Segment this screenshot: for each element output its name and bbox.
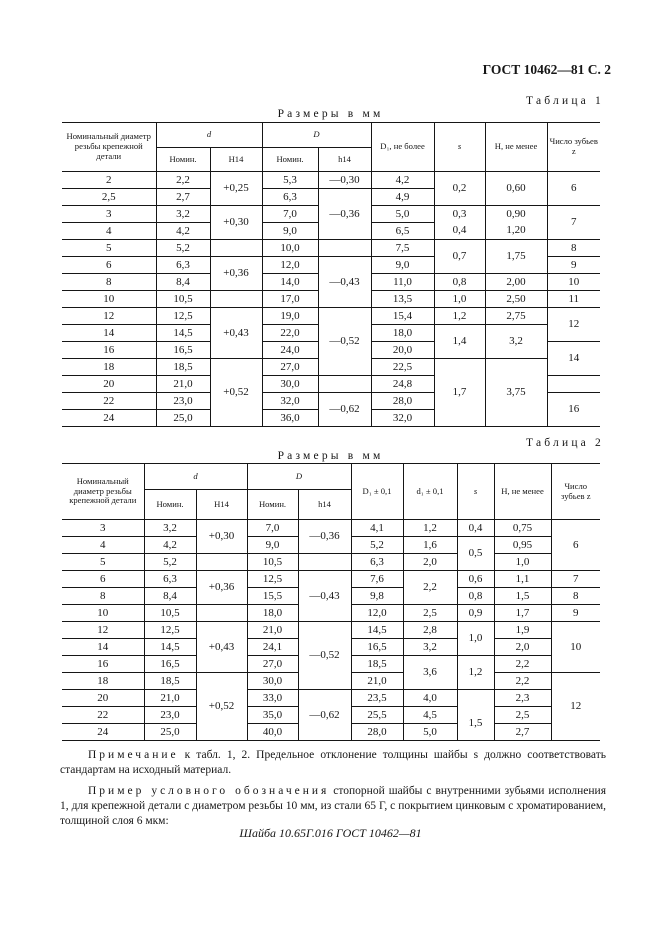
t2-s: 0,4 bbox=[457, 520, 494, 537]
table1 bbox=[62, 122, 600, 427]
t2-head-H: H, не менее bbox=[494, 464, 551, 520]
t1-D-nom: 12,0 bbox=[262, 257, 318, 274]
t1-head-d: d bbox=[156, 123, 262, 148]
t1-head-D-nom: Номин. bbox=[262, 148, 318, 172]
t2-d1: 4,0 bbox=[403, 690, 457, 707]
t1-z: 7 bbox=[547, 206, 600, 240]
t2-s: 1,0 bbox=[457, 622, 494, 656]
t1-H: 1,75 bbox=[485, 240, 547, 274]
t2-nominal: 12 bbox=[62, 622, 144, 639]
t2-head-z: Число зубьев z bbox=[551, 464, 600, 520]
t1-head-D: D bbox=[262, 123, 371, 148]
t2-nominal: 10 bbox=[62, 605, 144, 622]
t1-D1: 18,0 bbox=[371, 325, 434, 342]
t2-z: 7 bbox=[551, 571, 600, 588]
t2-d-tol: +0,36 bbox=[196, 571, 247, 605]
t2-d-tol: +0,52 bbox=[196, 673, 247, 741]
example-text: стопорной шайбы с внутренними зубьями исполнения 1, для крепежной детали с диаметром резьбы 10 мм, из стали 65 Г, с покрытием цинковым с хроматированием, толщиной слоя 6 мкм: bbox=[60, 785, 606, 827]
t2-d1: 2,2 bbox=[403, 571, 457, 605]
t2-H: 2,2 bbox=[494, 656, 551, 673]
t2-nominal: 3 bbox=[62, 520, 144, 537]
t1-D1: 11,0 bbox=[371, 274, 434, 291]
t2-D-nom: 10,5 bbox=[247, 554, 298, 571]
t2-d-nom: 5,2 bbox=[144, 554, 196, 571]
t2-H: 1,0 bbox=[494, 554, 551, 571]
t2-H: 1,9 bbox=[494, 622, 551, 639]
t2-d-tol-blank bbox=[196, 605, 247, 622]
t1-D1: 32,0 bbox=[371, 410, 434, 427]
t1-D1: 28,0 bbox=[371, 393, 434, 410]
t1-D-tol-blank bbox=[318, 376, 371, 393]
t2-D1: 28,0 bbox=[351, 724, 403, 741]
t2-s: 0,6 bbox=[457, 571, 494, 588]
t2-d-nom: 23,0 bbox=[144, 707, 196, 724]
t1-H: 1,20 bbox=[485, 223, 547, 240]
t1-D-tol-blank bbox=[318, 240, 371, 257]
t2-nominal: 4 bbox=[62, 537, 144, 554]
t2-d-nom: 16,5 bbox=[144, 656, 196, 673]
t2-head-s: s bbox=[457, 464, 494, 520]
t2-s: 0,9 bbox=[457, 605, 494, 622]
t1-D1: 20,0 bbox=[371, 342, 434, 359]
t2-d-nom: 10,5 bbox=[144, 605, 196, 622]
t1-d-nom: 5,2 bbox=[156, 240, 210, 257]
t1-d-tol: +0,43 bbox=[210, 308, 262, 359]
t1-D1: 5,0 bbox=[371, 206, 434, 223]
t2-s: 1,5 bbox=[457, 707, 494, 741]
t1-D-nom: 14,0 bbox=[262, 274, 318, 291]
t1-nominal: 18 bbox=[62, 359, 156, 376]
page-header: ГОСТ 10462—81 С. 2 bbox=[482, 62, 611, 77]
t2-D-nom: 35,0 bbox=[247, 707, 298, 724]
t2-d1: 3,2 bbox=[403, 639, 457, 656]
t1-d-tol: +0,36 bbox=[210, 257, 262, 291]
t2-D-nom: 27,0 bbox=[247, 656, 298, 673]
t2-nominal: 5 bbox=[62, 554, 144, 571]
t2-d-nom: 4,2 bbox=[144, 537, 196, 554]
t1-D-nom: 6,3 bbox=[262, 189, 318, 206]
table1-caption: Таблица 1 bbox=[526, 95, 604, 107]
t1-z: 8 bbox=[547, 240, 600, 257]
t1-nominal: 6 bbox=[62, 257, 156, 274]
t2-nominal: 22 bbox=[62, 707, 144, 724]
t2-d1: 5,0 bbox=[403, 724, 457, 741]
t2-z: 10 bbox=[551, 622, 600, 673]
t1-H: 2,00 bbox=[485, 274, 547, 291]
t1-d-tol: +0,52 bbox=[210, 359, 262, 427]
t1-D-nom: 5,3 bbox=[262, 172, 318, 189]
t2-head-d: d bbox=[144, 464, 247, 490]
t1-H: 3,2 bbox=[485, 325, 547, 359]
t1-s: 1,4 bbox=[434, 325, 485, 359]
t2-z: 9 bbox=[551, 605, 600, 622]
t1-D-nom: 22,0 bbox=[262, 325, 318, 342]
t2-s: 0,5 bbox=[457, 537, 494, 571]
t1-nominal: 5 bbox=[62, 240, 156, 257]
t2-D1: 16,5 bbox=[351, 639, 403, 656]
t1-s: 0,3 bbox=[434, 206, 485, 223]
t2-D-tol-blank bbox=[298, 554, 351, 571]
t2-D1: 12,0 bbox=[351, 605, 403, 622]
table2-units: Размеры в мм bbox=[277, 450, 384, 462]
t1-D-nom: 24,0 bbox=[262, 342, 318, 359]
t2-d1: 1,6 bbox=[403, 537, 457, 554]
t1-head-D1: D₁, не более bbox=[371, 123, 434, 172]
t2-D-nom: 15,5 bbox=[247, 588, 298, 605]
t2-d-nom: 8,4 bbox=[144, 588, 196, 605]
t1-d-tol: +0,25 bbox=[210, 172, 262, 206]
t2-d-nom: 14,5 bbox=[144, 639, 196, 656]
t2-D1: 18,5 bbox=[351, 656, 403, 673]
t2-D-nom: 40,0 bbox=[247, 724, 298, 741]
t1-head-nominal: Номинальный диаметр резьбы крепежной детали bbox=[62, 123, 156, 172]
t1-d-tol-blank bbox=[210, 291, 262, 308]
table2 bbox=[62, 463, 600, 741]
t1-z: 6 bbox=[547, 172, 600, 206]
t1-d-nom: 6,3 bbox=[156, 257, 210, 274]
t1-D1: 9,0 bbox=[371, 257, 434, 274]
t1-s: 0,2 bbox=[434, 172, 485, 206]
t2-H: 2,0 bbox=[494, 639, 551, 656]
t1-z: 10 bbox=[547, 274, 600, 291]
t1-d-nom: 23,0 bbox=[156, 393, 210, 410]
t1-d-nom: 10,5 bbox=[156, 291, 210, 308]
t1-d-nom: 4,2 bbox=[156, 223, 210, 240]
t1-nominal: 2,5 bbox=[62, 189, 156, 206]
t2-D-nom: 18,0 bbox=[247, 605, 298, 622]
t1-D-tol: —0,62 bbox=[318, 393, 371, 427]
t1-d-tol-blank bbox=[210, 240, 262, 257]
t1-D-nom: 19,0 bbox=[262, 308, 318, 325]
table-note bbox=[60, 748, 606, 778]
t2-nominal: 14 bbox=[62, 639, 144, 656]
t2-z: 8 bbox=[551, 588, 600, 605]
t1-D-tol: —0,36 bbox=[318, 189, 371, 240]
t2-H: 0,95 bbox=[494, 537, 551, 554]
note-label: Примечание bbox=[88, 749, 179, 761]
t1-z: 9 bbox=[547, 257, 600, 274]
t1-D-nom: 27,0 bbox=[262, 359, 318, 376]
t2-d-nom: 18,5 bbox=[144, 673, 196, 690]
t2-d1: 1,2 bbox=[403, 520, 457, 537]
t1-D1: 13,5 bbox=[371, 291, 434, 308]
t2-head-D-tol: h14 bbox=[298, 490, 351, 520]
t2-z: 6 bbox=[551, 520, 600, 571]
t2-H: 2,5 bbox=[494, 707, 551, 724]
t1-D-tol: —0,30 bbox=[318, 172, 371, 189]
t1-D1: 15,4 bbox=[371, 308, 434, 325]
t2-D-tol: —0,62 bbox=[298, 690, 351, 741]
t1-nominal: 16 bbox=[62, 342, 156, 359]
t1-d-nom: 3,2 bbox=[156, 206, 210, 223]
t2-d1: 4,5 bbox=[403, 707, 457, 724]
t2-D-tol: —0,36 bbox=[298, 520, 351, 554]
t1-D-nom: 7,0 bbox=[262, 206, 318, 223]
t1-z: 14 bbox=[547, 342, 600, 376]
t1-d-nom: 2,2 bbox=[156, 172, 210, 189]
t1-nominal: 12 bbox=[62, 308, 156, 325]
t2-D1: 4,1 bbox=[351, 520, 403, 537]
t1-d-nom: 18,5 bbox=[156, 359, 210, 376]
t1-D1: 4,2 bbox=[371, 172, 434, 189]
t2-D1: 7,6 bbox=[351, 571, 403, 588]
t1-z: 12 bbox=[547, 308, 600, 342]
t1-D-nom: 32,0 bbox=[262, 393, 318, 410]
t1-D-tol: —0,52 bbox=[318, 308, 371, 376]
t1-D1: 7,5 bbox=[371, 240, 434, 257]
t1-nominal: 20 bbox=[62, 376, 156, 393]
t1-s: 0,7 bbox=[434, 240, 485, 274]
note-text: к табл. 1, 2. Предельное отклонение толщины шайбы s должно соответствовать стандартам на исходный материал. bbox=[60, 749, 606, 776]
example-label: Пример условного обозначения bbox=[88, 785, 330, 797]
t2-head-d-tol: H14 bbox=[196, 490, 247, 520]
designation-formula: Шайба 10.65Г.016 ГОСТ 10462—81 bbox=[239, 826, 422, 840]
t2-D-nom: 21,0 bbox=[247, 622, 298, 639]
t1-nominal: 4 bbox=[62, 223, 156, 240]
t1-D1: 4,9 bbox=[371, 189, 434, 206]
t1-d-tol: +0,30 bbox=[210, 206, 262, 240]
t2-d-tol: +0,30 bbox=[196, 520, 247, 554]
t2-d1: 2,8 bbox=[403, 622, 457, 639]
t1-H: 2,75 bbox=[485, 308, 547, 325]
t2-head-d-nom: Номин. bbox=[144, 490, 196, 520]
t1-nominal: 2 bbox=[62, 172, 156, 189]
t1-D1: 24,8 bbox=[371, 376, 434, 393]
t2-D-nom: 30,0 bbox=[247, 673, 298, 690]
t2-d-nom: 3,2 bbox=[144, 520, 196, 537]
t1-H: 3,75 bbox=[485, 359, 547, 427]
t1-s: 0,8 bbox=[434, 274, 485, 291]
t1-nominal: 3 bbox=[62, 206, 156, 223]
t2-H: 1,1 bbox=[494, 571, 551, 588]
t1-nominal: 24 bbox=[62, 410, 156, 427]
t2-H: 0,75 bbox=[494, 520, 551, 537]
t2-d-tol: +0,43 bbox=[196, 622, 247, 673]
t1-H: 0,60 bbox=[485, 172, 547, 206]
t1-nominal: 8 bbox=[62, 274, 156, 291]
t1-H: 0,90 bbox=[485, 206, 547, 223]
t2-D1: 5,2 bbox=[351, 537, 403, 554]
t1-d-nom: 14,5 bbox=[156, 325, 210, 342]
t1-d-nom: 21,0 bbox=[156, 376, 210, 393]
t1-z: 11 bbox=[547, 291, 600, 308]
t2-D1: 23,5 bbox=[351, 690, 403, 707]
t2-d-nom: 12,5 bbox=[144, 622, 196, 639]
t1-D-nom: 30,0 bbox=[262, 376, 318, 393]
t2-z: 12 bbox=[551, 673, 600, 741]
table1-units: Размеры в мм bbox=[277, 108, 384, 120]
t2-s: 0,8 bbox=[457, 588, 494, 605]
t2-d-tol-blank bbox=[196, 554, 247, 571]
t1-nominal: 22 bbox=[62, 393, 156, 410]
t2-d-nom: 21,0 bbox=[144, 690, 196, 707]
t2-H: 1,7 bbox=[494, 605, 551, 622]
t2-head-nominal: Номинальный диаметр резьбы крепежной детали bbox=[62, 464, 144, 520]
t2-D1: 6,3 bbox=[351, 554, 403, 571]
t2-d-nom: 6,3 bbox=[144, 571, 196, 588]
t1-d-nom: 2,7 bbox=[156, 189, 210, 206]
t1-D1: 6,5 bbox=[371, 223, 434, 240]
t2-s-blank bbox=[457, 690, 494, 707]
t2-head-D1: D₁ ± 0,1 bbox=[351, 464, 403, 520]
t2-d-nom: 25,0 bbox=[144, 724, 196, 741]
t2-H: 2,2 bbox=[494, 673, 551, 690]
t2-D1: 25,5 bbox=[351, 707, 403, 724]
t1-H: 2,50 bbox=[485, 291, 547, 308]
t2-nominal: 18 bbox=[62, 673, 144, 690]
t1-D-nom: 10,0 bbox=[262, 240, 318, 257]
t2-s: 1,2 bbox=[457, 656, 494, 690]
t2-D1: 14,5 bbox=[351, 622, 403, 639]
t1-d-nom: 16,5 bbox=[156, 342, 210, 359]
t1-d-nom: 25,0 bbox=[156, 410, 210, 427]
t1-D-nom: 36,0 bbox=[262, 410, 318, 427]
t1-head-d-nom: Номин. bbox=[156, 148, 210, 172]
t2-H: 2,3 bbox=[494, 690, 551, 707]
t2-H: 1,5 bbox=[494, 588, 551, 605]
t1-D-tol: —0,43 bbox=[318, 257, 371, 308]
t2-D-nom: 12,5 bbox=[247, 571, 298, 588]
t2-nominal: 16 bbox=[62, 656, 144, 673]
t2-head-D-nom: Номин. bbox=[247, 490, 298, 520]
t2-head-D: D bbox=[247, 464, 351, 490]
t1-z: 16 bbox=[547, 393, 600, 427]
t2-D-nom: 7,0 bbox=[247, 520, 298, 537]
t2-D-tol: —0,52 bbox=[298, 622, 351, 690]
t2-D1: 21,0 bbox=[351, 673, 403, 690]
t2-D-nom: 24,1 bbox=[247, 639, 298, 656]
t1-D1: 22,5 bbox=[371, 359, 434, 376]
t1-D-nom: 9,0 bbox=[262, 223, 318, 240]
t1-head-H: H, не менее bbox=[485, 123, 547, 172]
t2-d1: 3,6 bbox=[403, 656, 457, 690]
t2-D-tol: —0,43 bbox=[298, 571, 351, 622]
t1-nominal: 10 bbox=[62, 291, 156, 308]
t2-nominal: 8 bbox=[62, 588, 144, 605]
t1-s: 0,4 bbox=[434, 223, 485, 240]
t1-head-d-tol: H14 bbox=[210, 148, 262, 172]
t2-D-nom: 33,0 bbox=[247, 690, 298, 707]
t2-head-d1: d₁ ± 0,1 bbox=[403, 464, 457, 520]
t2-D-nom: 9,0 bbox=[247, 537, 298, 554]
t1-s: 1,0 bbox=[434, 291, 485, 308]
t2-nominal: 6 bbox=[62, 571, 144, 588]
t1-D-nom: 17,0 bbox=[262, 291, 318, 308]
t2-H: 2,7 bbox=[494, 724, 551, 741]
t1-s: 1,7 bbox=[434, 359, 485, 427]
t1-head-z: Число зубьев z bbox=[547, 123, 600, 172]
t1-nominal: 14 bbox=[62, 325, 156, 342]
t1-d-nom: 8,4 bbox=[156, 274, 210, 291]
t1-d-nom: 12,5 bbox=[156, 308, 210, 325]
t2-nominal: 24 bbox=[62, 724, 144, 741]
designation-example bbox=[60, 784, 606, 829]
t2-D1: 9,8 bbox=[351, 588, 403, 605]
t2-nominal: 20 bbox=[62, 690, 144, 707]
t1-s: 1,2 bbox=[434, 308, 485, 325]
t1-head-D-tol: h14 bbox=[318, 148, 371, 172]
t2-d1: 2,0 bbox=[403, 554, 457, 571]
t1-head-s: s bbox=[434, 123, 485, 172]
table2-caption: Таблица 2 bbox=[526, 437, 604, 449]
t2-d1: 2,5 bbox=[403, 605, 457, 622]
t1-z-blank bbox=[547, 376, 600, 393]
